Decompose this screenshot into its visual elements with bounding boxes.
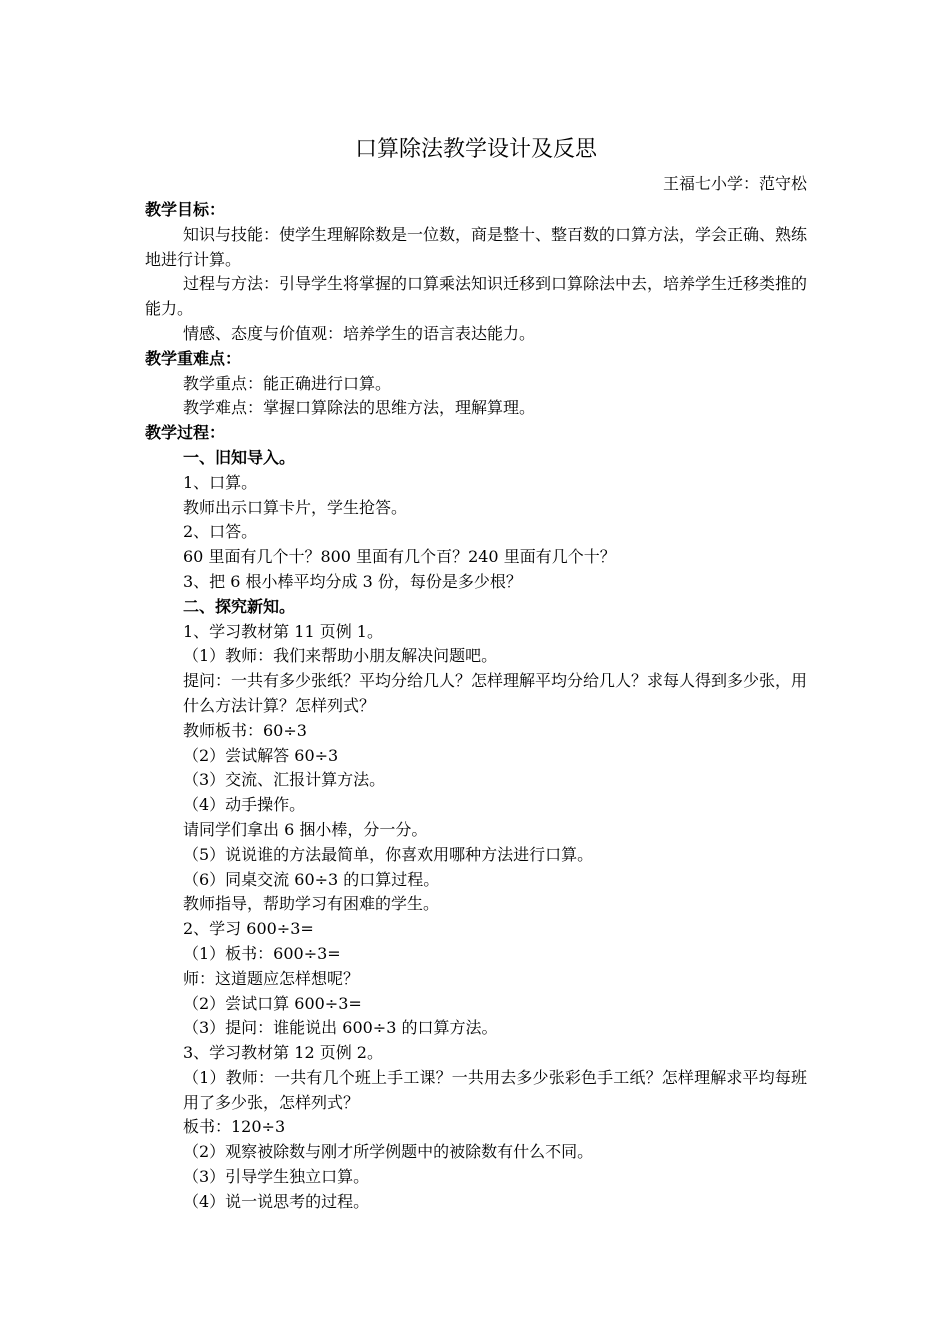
text-line: 教学重点：能正确进行口算。 <box>183 373 392 393</box>
text-line: 2、学习 600÷3= <box>183 919 314 939</box>
text-line: 60 里面有几个十？800 里面有几个百？240 里面有几个十？ <box>183 547 616 567</box>
text-line: 2、口答。 <box>183 522 258 542</box>
text-line: （2）尝试口算 600÷3= <box>183 993 362 1013</box>
text-line: 3、把 6 根小棒平均分成 3 份，每份是多少根？ <box>183 571 522 591</box>
document-title: 口算除法教学设计及反思 <box>354 137 597 162</box>
text-line: （1）板书：600÷3= <box>183 943 341 963</box>
text-line: （3）提问：谁能说出 600÷3 的口算方法。 <box>183 1018 498 1038</box>
paragraph: （1）教师：一共有几个班上手工课？一共用去多少张彩色手工纸？怎样理解求平均每班用了多少张，怎样列式？ <box>183 1067 807 1112</box>
text-line: 教师指导，帮助学习有困难的学生。 <box>183 894 440 914</box>
text-line: 请同学们拿出 6 捆小棒，分一分。 <box>183 819 428 839</box>
section-heading: 教学重难点： <box>145 348 242 368</box>
paragraph: 知识与技能：使学生理解除数是一位数，商是整十、整百数的口算方法，学会正确、熟练地进行计算。 <box>145 224 808 269</box>
document-author: 王福七小学：范守松 <box>662 174 807 193</box>
text-line: （6）同桌交流 60÷3 的口算过程。 <box>183 869 440 889</box>
text-line: 板书：120÷3 <box>183 1117 286 1137</box>
text-line: （2）观察被除数与刚才所学例题中的被除数有什么不同。 <box>183 1142 594 1162</box>
text-line: （3）交流、汇报计算方法。 <box>183 770 386 790</box>
text-line: 1、学习教材第 11 页例 1。 <box>183 621 383 641</box>
section-heading: 教学过程： <box>145 423 226 443</box>
text-line: （3）引导学生独立口算。 <box>183 1167 370 1187</box>
text-line: 3、学习教材第 12 页例 2。 <box>183 1043 383 1063</box>
text-line: （5）说说谁的方法最简单，你喜欢用哪种方法进行口算。 <box>183 844 594 864</box>
text-line: 师：这道题应怎样想呢？ <box>183 968 360 988</box>
section-heading: 教学目标： <box>145 200 226 219</box>
text-line: 教学难点：掌握口算除法的思维方法，理解算理。 <box>183 398 536 418</box>
text-line: 情感、态度与价值观：培养学生的语言表达能力。 <box>183 323 536 343</box>
paragraph: 提问：一共有多少张纸？平均分给几人？怎样理解平均分给几人？求每人得到多少张，用什么方法计算？怎样列式？ <box>183 671 808 715</box>
text-line: （4）动手操作。 <box>183 795 306 815</box>
text-line: 教师出示口算卡片，学生抢答。 <box>183 497 408 517</box>
text-line: （4）说一说思考的过程。 <box>183 1191 370 1211</box>
sub-heading: 一、旧知导入。 <box>183 447 296 467</box>
sub-heading: 二、探究新知。 <box>183 596 296 616</box>
text-line: 教师板书：60÷3 <box>183 720 307 740</box>
text-line: 1、口算。 <box>183 472 258 492</box>
document-body <box>145 198 807 1215</box>
paragraph: 过程与方法：引导学生将掌握的口算乘法知识迁移到口算除法中去，培养学生迁移类推的能力。 <box>145 274 808 319</box>
text-line: （2）尝试解答 60÷3 <box>183 745 339 765</box>
document-page <box>145 132 807 1215</box>
text-line: （1）教师：我们来帮助小朋友解决问题吧。 <box>183 646 498 666</box>
